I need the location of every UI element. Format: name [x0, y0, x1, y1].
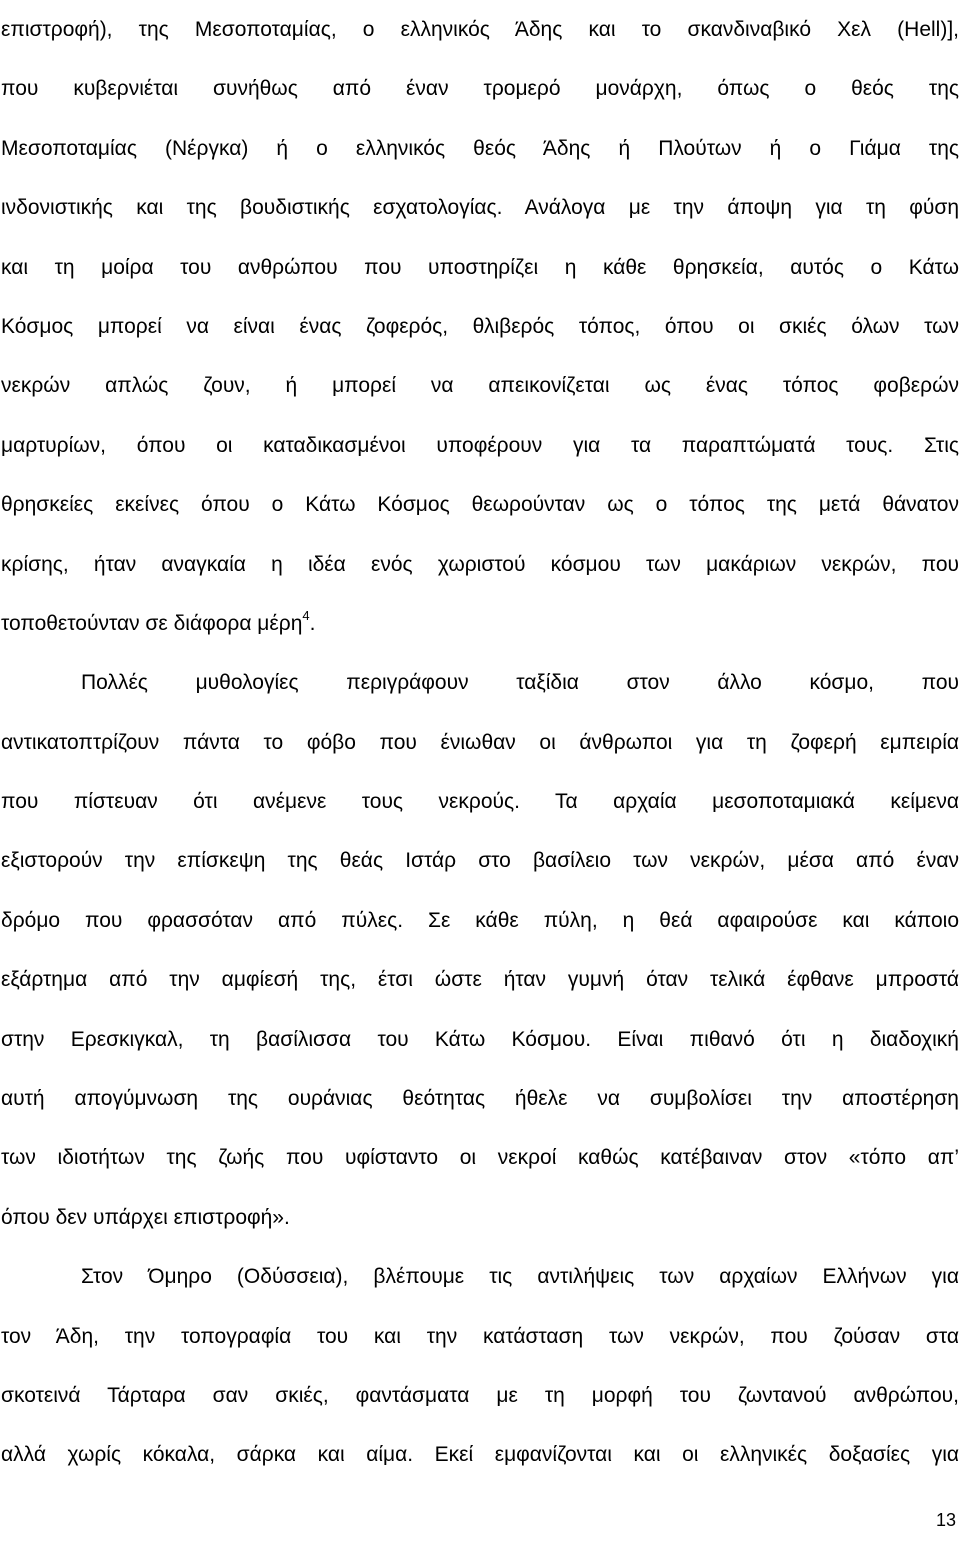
text-line: αλλά χωρίς κόκαλα, σάρκα και αίμα. Εκεί εμφανίζονται και οι ελληνικές δοξασίες για: [1, 1443, 959, 1467]
footnote-marker: 4: [302, 607, 310, 623]
text-line: Μεσοποταμίας (Νέργκα) ή ο ελληνικός θεός Άδης ή Πλούτων ή ο Γιάμα της: [1, 136, 959, 160]
text-line: που πίστευαν ότι ανέμενε τους νεκρούς. Τα αρχαία μεσοποταμιακά κείμενα: [1, 790, 959, 814]
text-line: μαρτυρίων, όπου οι καταδικασμένοι υποφέρουν για τα παραπτώματά τους. Στις: [1, 433, 959, 457]
text-line-footnote: [1, 594, 959, 653]
text-line: Κόσμος μπορεί να είναι ένας ζοφερός, θλιβερός τόπος, όπου οι σκιές όλων των: [1, 314, 959, 338]
text-line: εξιστορούν την επίσκεψη της θεάς Ιστάρ στο βασίλειο των νεκρών, μέσα από έναν: [1, 849, 959, 873]
text-line: θρησκείες εκείνες όπου ο Κάτω Κόσμος θεωρούνταν ως ο τόπος της μετά θάνατον: [1, 493, 959, 517]
text-line: και τη μοίρα του ανθρώπου που υποστηρίζει η κάθε θρησκεία, αυτός ο Κάτω: [1, 255, 959, 279]
text-line: σκοτεινά Τάρταρα σαν σκιές, φαντάσματα με τη μορφή του ζωντανού ανθρώπου,: [1, 1383, 959, 1407]
body-text: [1, 0, 959, 1485]
text-line: νεκρών απλώς ζουν, ή μπορεί να απεικονίζεται ως ένας τόπος φοβερών: [1, 374, 959, 398]
text-line: στην Ερεσκιγκαλ, τη βασίλισσα του Κάτω Κόσμου. Είναι πιθανό ότι η διαδοχική: [1, 1027, 959, 1051]
text-line: ινδονιστικής και της βουδιστικής εσχατολογίας. Ανάλογα με την άποψη για τη φύση: [1, 196, 959, 220]
text-fragment: .: [309, 611, 316, 635]
text-fragment: τοποθετούνταν σε διάφορα μέρη: [1, 611, 303, 635]
paragraph-first-line: Πολλές μυθολογίες περιγράφουν ταξίδια στον άλλο κόσμο, που: [81, 671, 959, 695]
text-line: αντικατοπτρίζουν πάντα το φόβο που ένιωθαν οι άνθρωποι για τη ζοφερή εμπειρία: [1, 730, 959, 754]
text-line: όπου δεν υπάρχει επιστροφή».: [1, 1205, 290, 1229]
text-line: κρίσης, ήταν αναγκαία η ιδέα ενός χωριστού κόσμου των μακάριων νεκρών, που: [1, 552, 959, 576]
page-number: 13: [935, 1510, 956, 1530]
text-line: επιστροφή), της Μεσοποταμίας, ο ελληνικός Άδης και το σκανδιναβικό Χελ (Hell)],: [1, 18, 959, 41]
text-line: που κυβερνιέται συνήθως από έναν τρομερό μονάρχη, όπως ο θεός της: [1, 77, 959, 101]
text-line: δρόμο που φρασσόταν από πύλες. Σε κάθε πύλη, η θεά αφαιρούσε και κάποιο: [1, 908, 959, 932]
text-line: τον Άδη, την τοπογραφία του και την κατάσταση των νεκρών, που ζούσαν στα: [1, 1324, 959, 1348]
text-line: εξάρτημα από την αμφίεσή της, έτσι ώστε ήταν γυμνή όταν τελικά έφθανε μπροστά: [1, 968, 959, 992]
paragraph-first-line: Στον Όμηρο (Οδύσσεια), βλέπουμε τις αντιλήψεις των αρχαίων Ελλήνων για: [81, 1265, 959, 1289]
text-line: αυτή απογύμνωση της ουράνιας θεότητας ήθελε να συμβολίσει την αποστέρηση: [1, 1087, 959, 1111]
text-line: των ιδιοτήτων της ζωής που υφίσταντο οι νεκροί καθώς κατέβαιναν στον «τόπο απ’: [1, 1146, 959, 1170]
